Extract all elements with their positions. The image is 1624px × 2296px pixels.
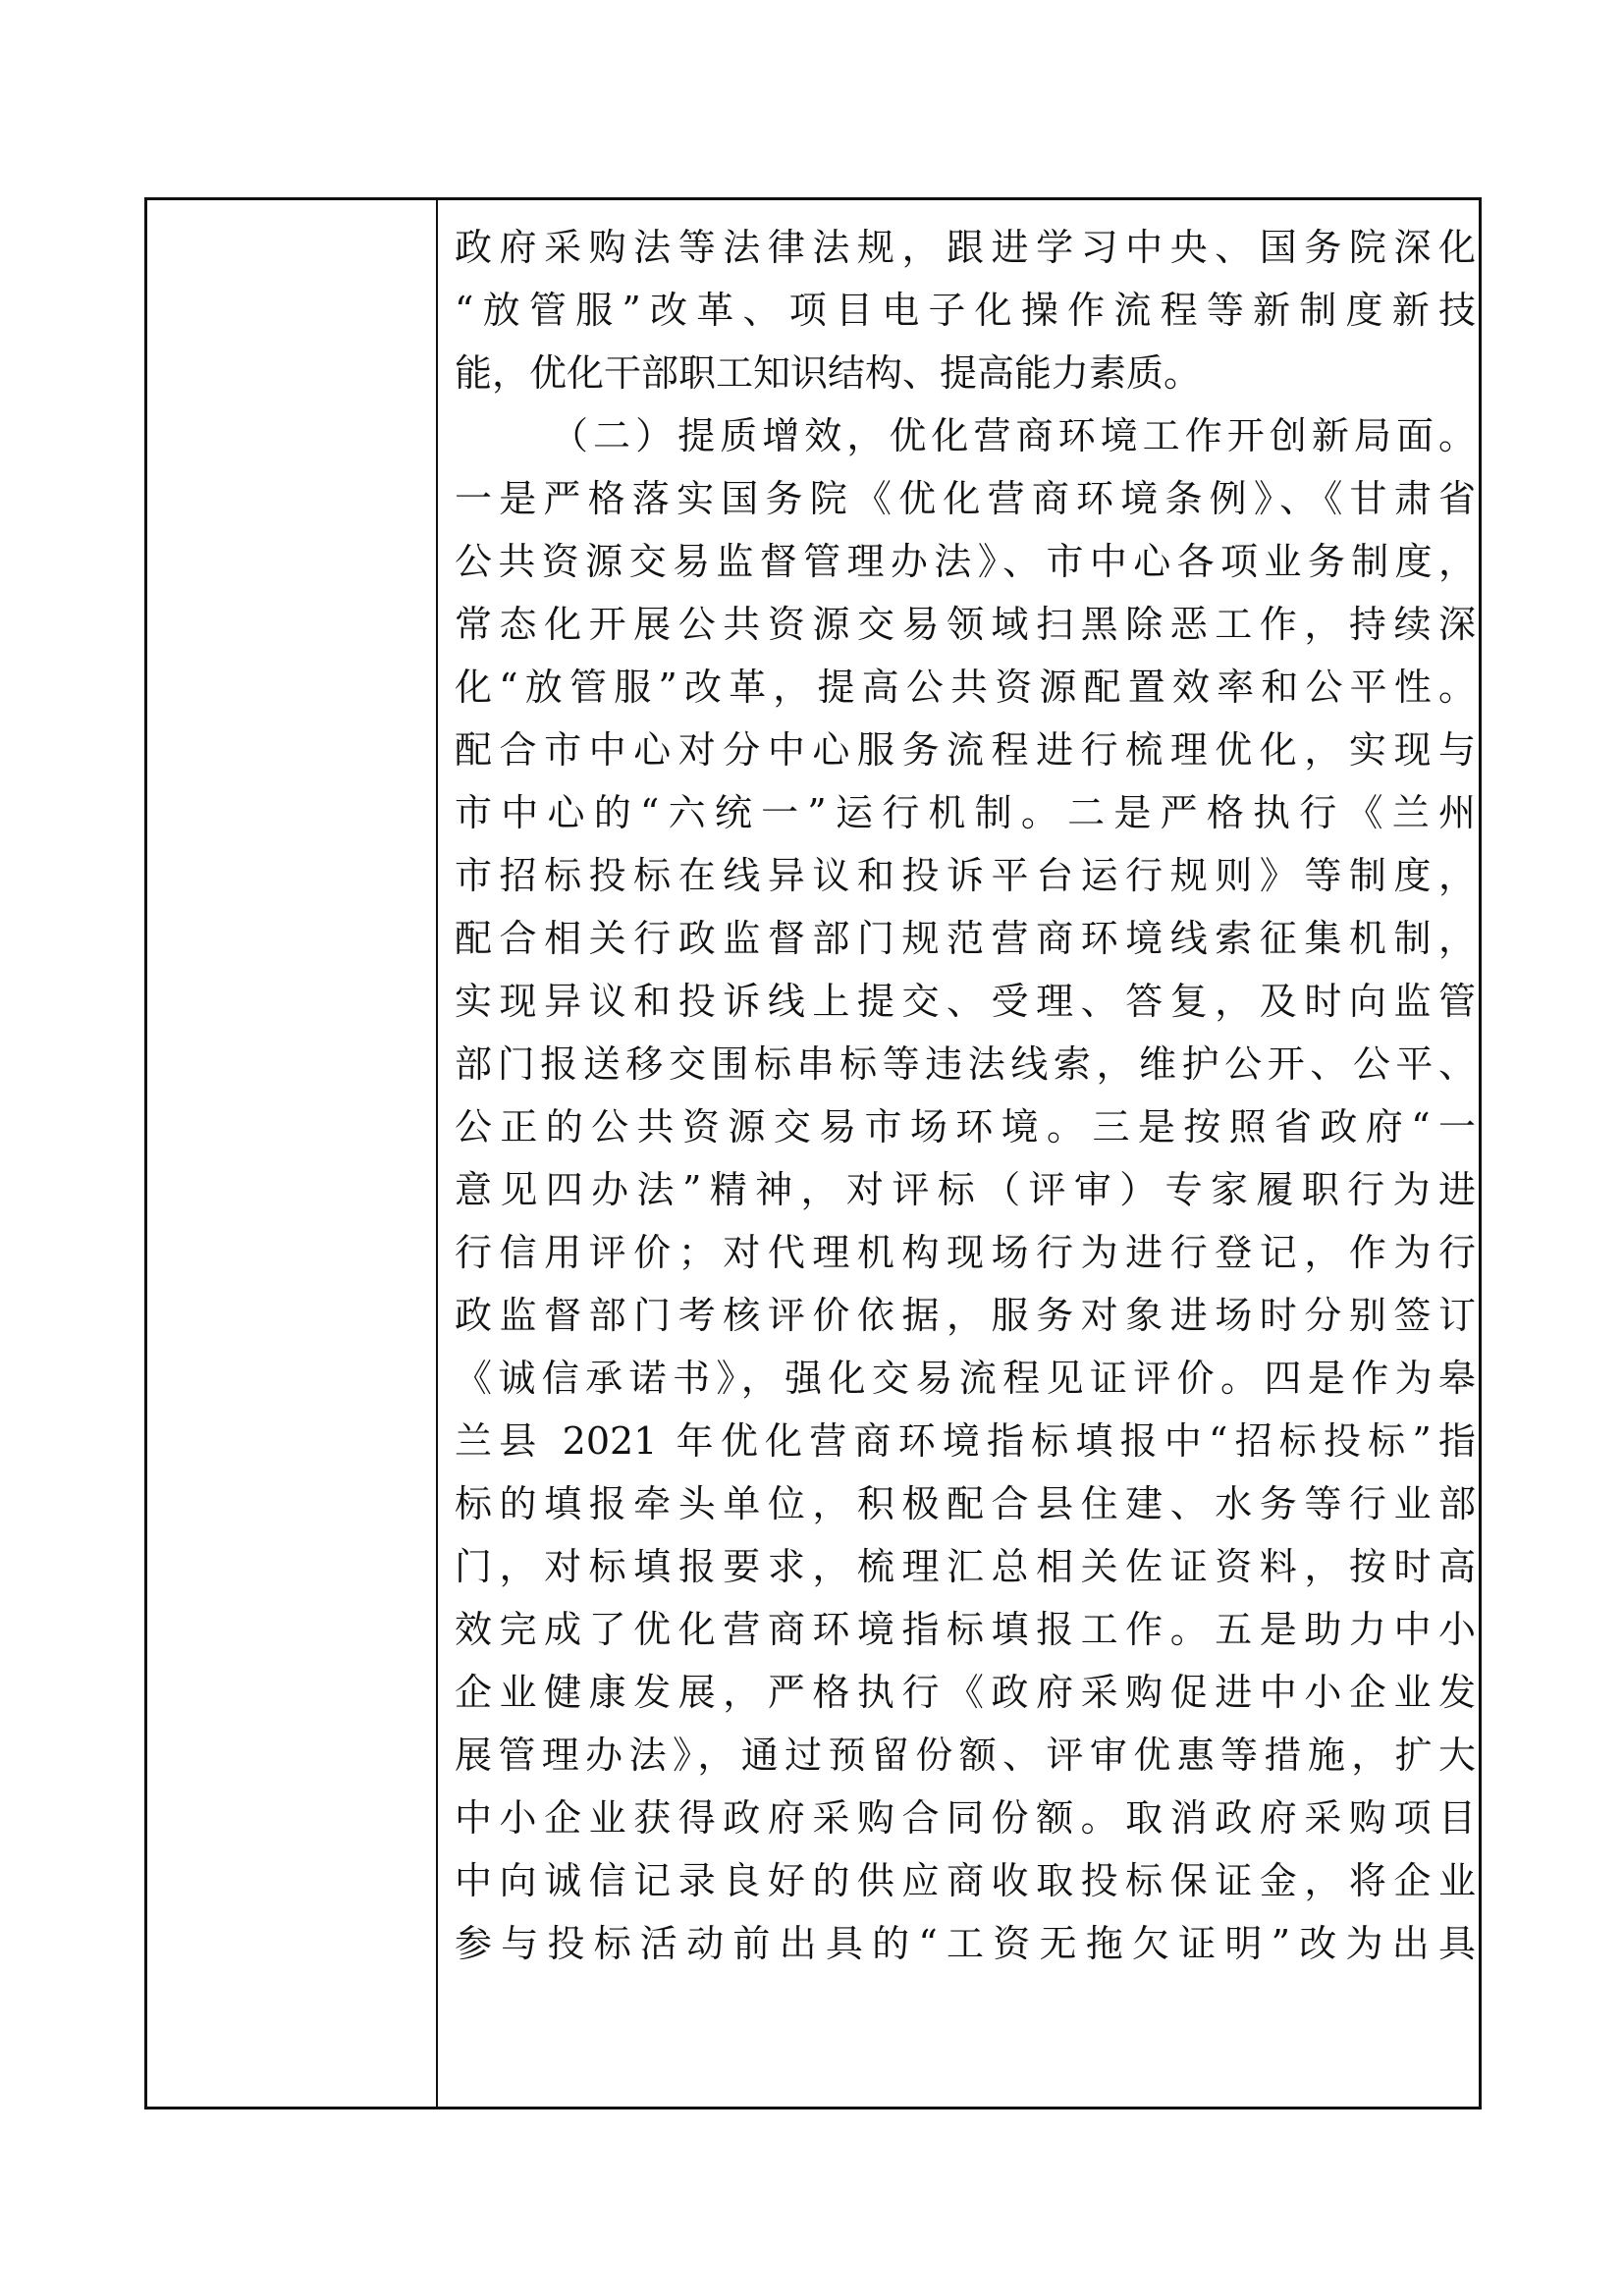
text-line: 兰县 2021 年优化营商环境指标填报中“招标投标”指	[455, 1419, 1476, 1463]
text-line: 政府采购法等法律法规，跟进学习中央、国务院深化	[455, 226, 1476, 269]
text-line: 政监督部门考核评价依据，服务对象进场时分别签订	[455, 1294, 1476, 1337]
text-line: 能，优化干部职工知识结构、提高能力素质。	[455, 351, 1202, 395]
text-line: 配合相关行政监督部门规范营商环境线索征集机制，	[455, 917, 1476, 960]
section-heading: （二）提质增效，优化营商环境工作开创新局面。	[551, 414, 1476, 457]
text-line: 中向诚信记录良好的供应商收取投标保证金，将企业	[455, 1859, 1476, 1902]
text-line: 常态化开展公共资源交易领域扫黑除恶工作，持续深	[455, 603, 1476, 646]
text-line: 意见四办法”精神，对评标（评审）专家履职行为进	[455, 1168, 1476, 1211]
text-line: 市招标投标在线异议和投诉平台运行规则》等制度，	[455, 854, 1476, 897]
text-line: 化“放管服”改革，提高公共资源配置效率和公平性。	[455, 666, 1476, 709]
table-label-cell	[147, 200, 438, 2107]
text-line: 配合市中心对分中心服务流程进行梳理优化，实现与	[455, 728, 1476, 772]
text-line: 部门报送移交围标串标等违法线索，维护公开、公平、	[455, 1042, 1476, 1086]
table-content-cell	[440, 200, 1479, 2107]
body-text	[455, 216, 1476, 1975]
text-line: 中小企业获得政府采购合同份额。取消政府采购项目	[455, 1796, 1476, 1840]
text-line: 展管理办法》，通过预留份额、评审优惠等措施，扩大	[455, 1734, 1476, 1777]
text-line: 标的填报牵头单位，积极配合县住建、水务等行业部	[455, 1482, 1476, 1525]
text-line: 实现异议和投诉线上提交、受理、答复，及时向监管	[455, 980, 1476, 1023]
text-line: 企业健康发展，严格执行《政府采购促进中小企业发	[455, 1671, 1476, 1714]
text-line: 门，对标填报要求，梳理汇总相关佐证资料，按时高	[455, 1545, 1476, 1588]
content-table	[144, 197, 1482, 2109]
text-line: “放管服”改革、项目电子化操作流程等新制度新技	[455, 289, 1476, 332]
text-line: 《诚信承诺书》，强化交易流程见证评价。四是作为皋	[455, 1357, 1476, 1400]
text-line: 行信用评价；对代理机构现场行为进行登记，作为行	[455, 1231, 1476, 1274]
text-line: 公共资源交易监督管理办法》、市中心各项业务制度，	[455, 540, 1476, 583]
text-line: 参与投标活动前出具的“工资无拖欠证明”改为出具	[455, 1922, 1476, 1965]
text-line: 一是严格落实国务院《优化营商环境条例》、《甘肃省	[455, 477, 1476, 520]
text-line: 公正的公共资源交易市场环境。三是按照省政府“一	[455, 1105, 1476, 1148]
text-line: 市中心的“六统一”运行机制。二是严格执行《兰州	[455, 791, 1476, 834]
text-line: 效完成了优化营商环境指标填报工作。五是助力中小	[455, 1608, 1476, 1651]
